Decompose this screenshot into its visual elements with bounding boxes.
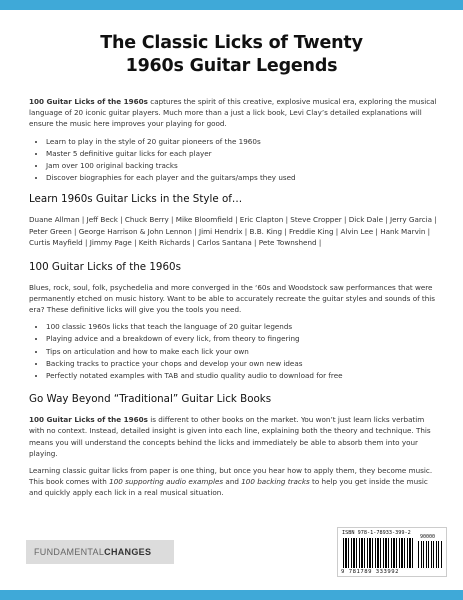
beyond-paragraph-2 <box>29 465 437 499</box>
logo-word-2: CHANGES <box>104 547 152 557</box>
beyond-paragraph-1 <box>29 414 437 459</box>
intro-text: captures the spirit of this creative, explosive musical era, exploring the musical language of 20 iconic guitar players. Much more than a just a lick book, Levi Clay’s detailed explanations will ensure the music here improves your playing for good. <box>29 97 437 129</box>
section-heading-beyond: Go Way Beyond “Traditional” Guitar Lick Books <box>29 393 272 406</box>
barcode-addon-bars <box>418 541 442 568</box>
feature-item: • Backing tracks to practice your chops and develop your own new ideas <box>46 358 437 369</box>
feature-item: • Discover biographies for each player and the guitars/amps they used <box>46 172 437 183</box>
blurb-content <box>29 96 437 505</box>
section-heading-players: Learn 1960s Guitar Licks in the Style of… <box>29 193 243 206</box>
bottom-color-band <box>0 590 463 600</box>
beyond-text-2a: Learning classic guitar licks from paper is one thing, but once you hear how to apply them, they become music. This book comes with <box>29 466 433 487</box>
section-heading-licks: 100 Guitar Licks of the 1960s <box>29 260 181 273</box>
feature-item: • Master 5 definitive guitar licks for each player <box>46 148 437 159</box>
top-color-band <box>0 0 463 10</box>
backing-tracks-text: 100 backing tracks <box>241 477 310 487</box>
audio-examples-text: 100 supporting audio examples <box>109 477 224 487</box>
feature-item: • 100 classic 1960s licks that teach the language of 20 guitar legends <box>46 321 437 332</box>
logo-word-1: FUNDAMENTAL <box>34 547 105 557</box>
beyond-text-1: is different to other books on the market. You won’t just learn licks verbatim with no context. Instead, detailed insight is given into each line, explaining both the theory and technique. This means you will understand the concepts behind the licks and immediately be able to absorb them into your playing. <box>29 415 431 458</box>
feature-item: • Jam over 100 original backing tracks <box>46 160 437 171</box>
feature-item: • Learn to play in the style of 20 guitar pioneers of the 1960s <box>46 136 437 147</box>
licks-paragraph: Blues, rock, soul, folk, psychedelia and more converged in the ‘60s and Woodstock saw performances that were permanently etched on music history. Want to be able to accurately recreate the guitar styles and sounds of this era? These definitive licks will give you the tools you need. <box>29 282 436 315</box>
title-line-2: 1960s Guitar Legends <box>125 56 338 76</box>
publisher-logo <box>26 540 174 564</box>
beyond-book-name: 100 Guitar Licks of the 1960s <box>29 415 148 425</box>
feature-item: • Tips on articulation and how to make each lick your own <box>46 346 437 357</box>
barcode <box>337 527 447 577</box>
price-addon-number: 90000 <box>420 534 436 540</box>
barcode-bars <box>343 538 413 568</box>
feature-list-2 <box>29 321 437 381</box>
feature-item: • Perfectly notated examples with TAB and studio quality audio to download for free <box>46 370 437 381</box>
beyond-text-2b: and <box>223 477 242 487</box>
feature-list-1 <box>29 136 437 184</box>
intro-book-name: 100 Guitar Licks of the 1960s <box>29 97 148 106</box>
isbn-text: ISBN 978-1-78933-399-2 <box>342 530 411 536</box>
players-list: Duane Allman | Jeff Beck | Chuck Berry | Mike Bloomfield | Eric Clapton | Steve Cropper | Dick Dale | Jerry Garcia | Peter Green | George Harrison & John Lennon | Jimi Hendrix | B.B. King | Freddie King | Alvin Lee | Hank Marvin | Curtis Mayfield | Jimmy Page | Keith Richards | Carlos Santana | Pete Townshend | <box>29 215 437 248</box>
book-title <box>0 32 463 78</box>
beyond-text-2c: to help you get inside the music and quickly apply each lick in a real musical situation. <box>29 477 428 498</box>
title-line-1: The Classic Licks of Twenty <box>100 33 363 53</box>
barcode-digits: 9 781789 333992 <box>341 569 400 575</box>
feature-item: • Playing advice and a breakdown of every lick, from theory to fingering <box>46 333 437 344</box>
intro-paragraph <box>29 96 437 130</box>
